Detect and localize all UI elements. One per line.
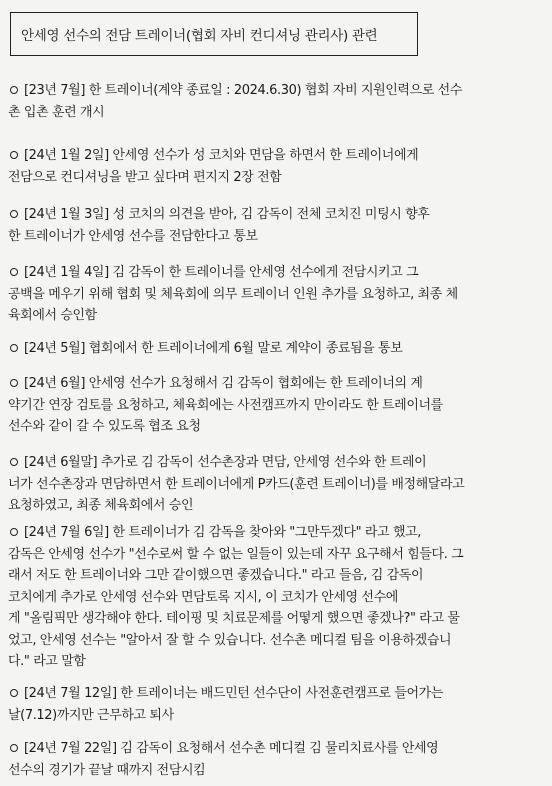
circle-bullet-icon bbox=[10, 689, 18, 697]
timeline-entry: [24년 6월말] 추가로 김 감독이 선수촌장과 면담, 안세영 선수와 한 트레이 너가 선수촌장과 면담하면서 한 트레이너에게 P카드(훈련 트레이너)를 배정해달라고 요청하였고, 최종 체육회에서 승인 bbox=[8, 455, 465, 513]
circle-bullet-icon bbox=[10, 744, 18, 752]
circle-bullet-icon bbox=[10, 458, 18, 466]
circle-bullet-icon bbox=[10, 268, 18, 276]
timeline-entry: [24년 1월 2일] 안세영 선수가 성 코치와 면담을 하면서 한 트레이너에게 전담으로 컨디셔닝을 받고 싶다며 편지지 2장 전함 bbox=[8, 148, 419, 185]
timeline-entry: [24년 7월 22일] 김 감독이 요청해서 선수촌 메디컬 김 물리치료사를 안세영 선수의 경기가 끝날 때까지 전담시킴 bbox=[8, 741, 439, 778]
circle-bullet-icon bbox=[10, 344, 18, 352]
circle-bullet-icon bbox=[10, 210, 18, 218]
circle-bullet-icon bbox=[10, 528, 18, 536]
document-title-box bbox=[10, 12, 418, 56]
circle-bullet-icon bbox=[10, 151, 18, 159]
circle-bullet-icon bbox=[10, 86, 18, 94]
timeline-entry: [24년 7월 6일] 한 트레이너가 김 감독을 찾아와 "그만두겠다" 라고 했고, 감독은 안세영 선수가 "선수로써 할 수 없는 일들이 있는데 자꾸 요구해서 힘들다. 그 래서 저도 한 트레이너와 그만 같이했으면 좋겠습니다." 라고 들음, 김 감독이 코치에게 추가로 안세영 선수와 면담토록 지시, 이 코치가 안세영 선수에 게 "올림픽만 생각해야 한다. 테이핑 및 치료문제를 어떻게 했으면 좋겠나?" 라고 물 었고, 안세영 선수는 "알아서 잘 할 수 있습니다. 선수촌 메디컬 팀을 이용하겠습니 다." 라고 말함 bbox=[8, 525, 464, 669]
circle-bullet-icon bbox=[10, 379, 18, 387]
timeline-entry: [24년 1월 4일] 김 감독이 한 트레이너를 안세영 선수에게 전담시키고 그 공백을 메우기 위해 협회 및 체육회에 의무 트레이너 인원 추가를 요청하고, 최종 체 육회에서 승인함 bbox=[8, 265, 458, 323]
timeline-entry: [24년 1월 3일] 성 코치의 의견을 받아, 김 감독이 전체 코치진 미팅시 향후 한 트레이너가 안세영 선수를 전담한다고 통보 bbox=[8, 207, 430, 244]
timeline-entry: [24년 5월] 협회에서 한 트레이너에게 6월 말로 계약이 종료됨을 통보 bbox=[8, 338, 544, 360]
timeline-entry: [24년 7월 12일] 한 트레이너는 배드민턴 선수단이 사전훈련캠프로 들어가는 날(7.12)까지만 근무하고 퇴사 bbox=[8, 686, 443, 723]
timeline-entry: [23년 7월] 한 트레이너(계약 종료일 : 2024.6.30) 협회 자비 지원인력으로 선수 촌 입촌 훈련 개시 bbox=[8, 83, 462, 120]
timeline-entry: [24년 6월] 안세영 선수가 요청해서 김 감독이 협회에는 한 트레이너의 계 약기간 연장 검토를 요청하고, 체육회에는 사전캠프까지 만이라도 한 트레이너를 선수와 같이 갈 수 있도록 협조 요청 bbox=[8, 376, 443, 434]
document-title: 안세영 선수의 전담 트레이너(협회 자비 컨디셔닝 관리사) 관련 bbox=[21, 28, 378, 44]
